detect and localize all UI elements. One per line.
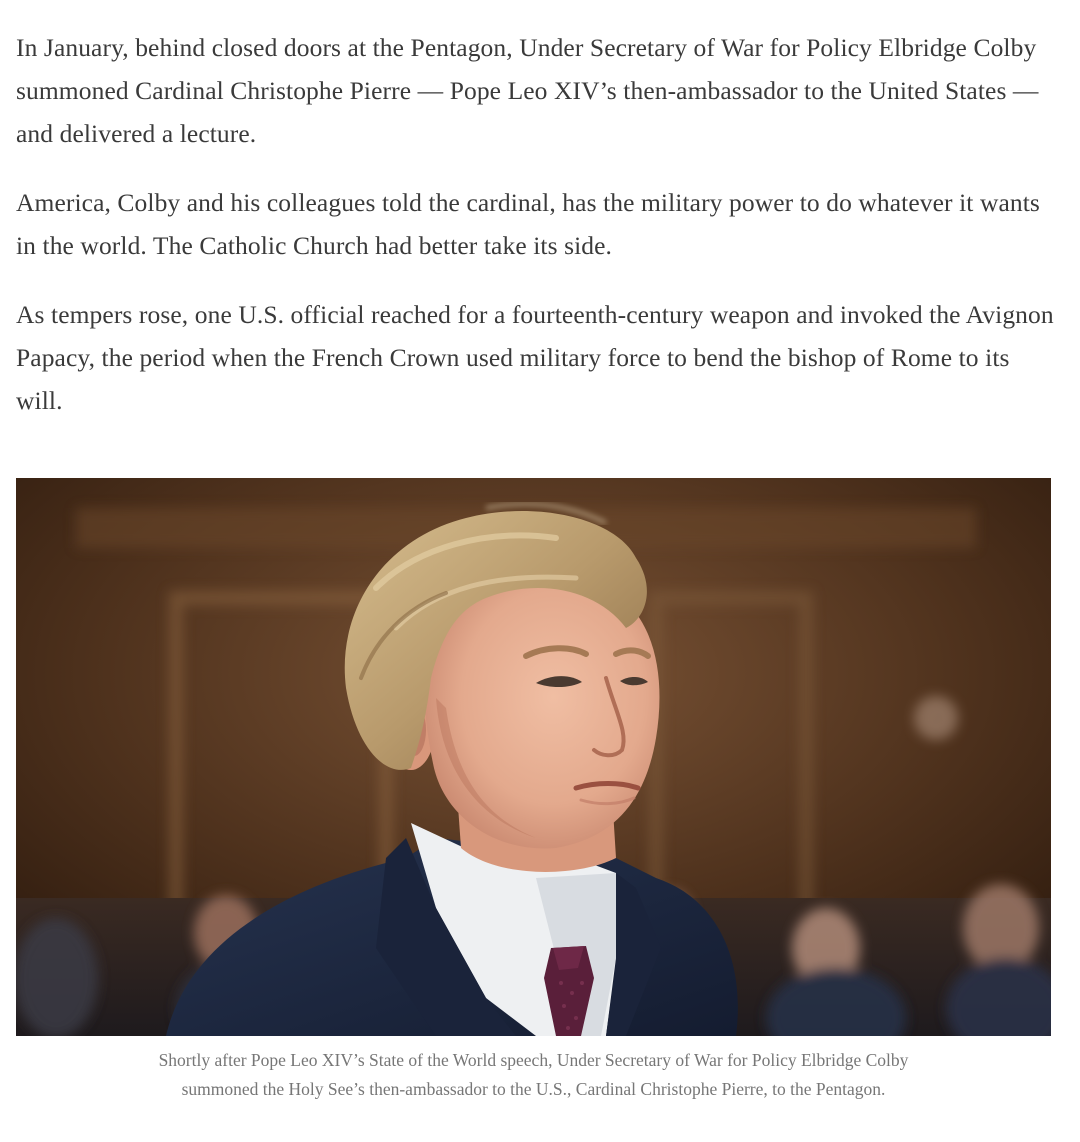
article-body	[16, 26, 1056, 448]
paragraph-3: As tempers rose, one U.S. official reached for a fourteenth-century weapon and invoked the Avignon Papacy, the period when the French Crown used military force to bend the bishop of Rome to its will.	[16, 300, 1054, 415]
paragraph-2: America, Colby and his colleagues told the cardinal, has the military power to do whatever it wants in the world. The Catholic Church had better take its side.	[16, 188, 1040, 260]
photo-caption: Shortly after Pope Leo XIV’s State of the World speech, Under Secretary of War for Policy Elbridge Colby summoned the Holy See’s then-ambassador to the U.S., Cardinal Christophe Pierre, to the Pentagon.	[158, 1050, 909, 1099]
portrait-illustration	[16, 478, 1051, 1036]
paragraph-1: In January, behind closed doors at the Pentagon, Under Secretary of War for Policy Elbridge Colby summoned Cardinal Christophe Pierre — Pope Leo XIV’s then-ambassador to the United States — and delivered a lecture.	[16, 33, 1039, 148]
article-figure	[16, 478, 1051, 1103]
photo-elbridge-colby	[16, 478, 1051, 1036]
